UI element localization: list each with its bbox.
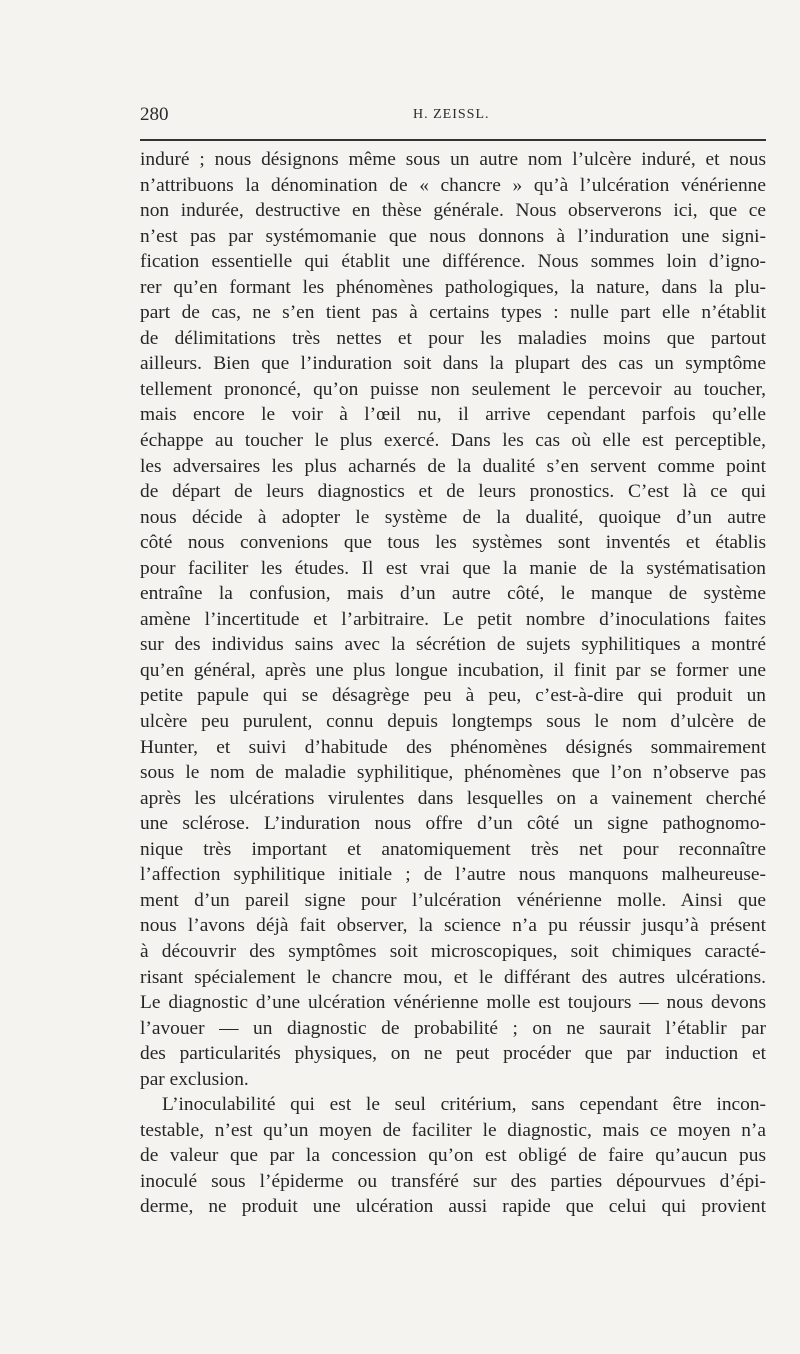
text-line: Hunter, et suivi d’habitude des phénomènes désignés sommairement [140, 736, 766, 758]
text-line: l’affection syphilitique initiale ; de l’autre nous manquons malheureuse- [140, 864, 766, 886]
text-line: ment d’un pareil signe pour l’ulcération vénérienne molle. Ainsi que [140, 889, 766, 911]
text-line: ailleurs. Bien que l’induration soit dans la plupart des cas un symptôme [140, 353, 766, 375]
text-line: non indurée, destructive en thèse générale. Nous observerons ici, que ce [140, 200, 766, 222]
text-line: des particularités physiques, on ne peut procéder que par induction et [140, 1043, 766, 1065]
header-rule [140, 139, 766, 141]
text-line: inoculé sous l’épiderme ou transféré sur des parties dépourvues d’épi- [140, 1170, 766, 1192]
text-line: L’inoculabilité qui est le seul critérium, sans cependant être incon- [162, 1094, 766, 1116]
text-line: rer qu’en formant les phénomènes pathologiques, la nature, dans la plu- [140, 276, 766, 298]
text-line: sur des individus sains avec la sécrétion de sujets syphilitiques a montré [140, 634, 766, 656]
text-line: échappe au toucher le plus exercé. Dans les cas où elle est perceptible, [140, 430, 766, 452]
text-line: sous le nom de maladie syphilitique, phénomènes que l’on n’observe pas [140, 762, 766, 784]
text-line: mais encore le voir à l’œil nu, il arrive cependant parfois qu’elle [140, 404, 766, 426]
text-line: derme, ne produit une ulcération aussi rapide que celui qui provient [140, 1196, 766, 1218]
page-number: 280 [140, 104, 169, 125]
running-head [140, 104, 766, 128]
text-line: l’avouer — un diagnostic de probabilité ; on ne saurait l’établir par [140, 1017, 766, 1039]
text-line: fication essentielle qui établit une différence. Nous sommes loin d’igno- [140, 251, 766, 273]
text-line: n’est pas par systémomanie que nous donnons à l’induration une signi- [140, 225, 766, 247]
text-line: risant spécialement le chancre mou, et le différant des autres ulcérations. [140, 966, 766, 988]
text-line: les adversaires les plus acharnés de la dualité s’en servent comme point [140, 455, 766, 477]
text-line: tellement prononcé, qu’on puisse non seulement le percevoir au toucher, [140, 378, 766, 400]
text-line: testable, n’est qu’un moyen de faciliter le diagnostic, mais ce moyen n’a [140, 1119, 766, 1141]
text-line: nous l’avons déjà fait observer, la science n’a pu réussir jusqu’à présent [140, 915, 766, 937]
text-line: n’attribuons la dénomination de « chancre » qu’à l’ulcération vénérienne [140, 174, 766, 196]
body-text [140, 147, 766, 1220]
text-line: qu’en général, après une plus longue incubation, il finit par se former une [140, 659, 766, 681]
text-line: ulcère peu purulent, connu depuis longtemps sous le nom d’ulcère de [140, 711, 766, 733]
text-line: de départ de leurs diagnostics et de leurs pronostics. C’est là ce qui [140, 481, 766, 503]
text-line: amène l’incertitude et l’arbitraire. Le petit nombre d’inoculations faites [140, 608, 766, 630]
text-line: par exclusion. [140, 1068, 249, 1090]
text-line: après les ulcérations virulentes dans lesquelles on a vainement cherché [140, 787, 766, 809]
text-line: à découvrir des symptômes soit microscopiques, soit chimiques caracté- [140, 940, 766, 962]
text-line: de valeur que par la concession qu’on est obligé de faire qu’aucun pus [140, 1145, 766, 1167]
text-line: nous décide à adopter le système de la dualité, quoique d’un autre [140, 506, 766, 528]
text-line: de délimitations très nettes et pour les maladies moins que partout [140, 327, 766, 349]
text-line: nique très important et anatomiquement très net pour reconnaître [140, 838, 766, 860]
text-line: entraîne la confusion, mais d’un autre côté, le manque de système [140, 583, 766, 605]
text-line: une sclérose. L’induration nous offre d’un côté un signe pathognomo- [140, 813, 766, 835]
text-line: part de cas, ne s’en tient pas à certains types : nulle part elle n’établit [140, 302, 766, 324]
text-line: petite papule qui se désagrège peu à peu, c’est-à-dire qui produit un [140, 685, 766, 707]
text-line: pour faciliter les études. Il est vrai que la manie de la systématisation [140, 557, 766, 579]
text-line: induré ; nous désignons même sous un autre nom l’ulcère induré, et nous [140, 149, 766, 170]
text-line: Le diagnostic d’une ulcération vénérienne molle est toujours — nous devons [140, 992, 766, 1014]
running-title-author: H. ZEISSL. [413, 107, 490, 122]
text-line: côté nous convenions que tous les systèmes sont inventés et établis [140, 532, 766, 554]
